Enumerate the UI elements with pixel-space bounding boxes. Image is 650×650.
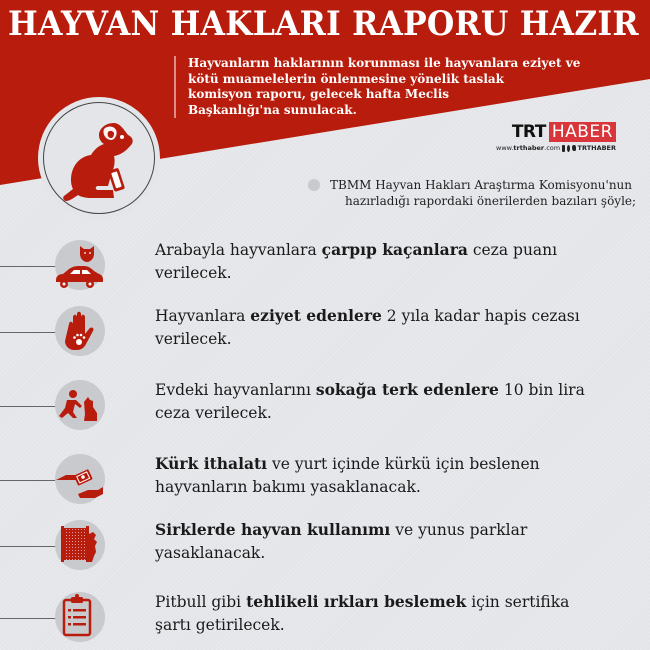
money-hands-icon	[50, 450, 110, 510]
list-item	[0, 298, 650, 358]
item-text	[155, 378, 615, 425]
logo-wordmark	[496, 122, 616, 142]
text-line-2: şartı getirilecek.	[155, 616, 285, 634]
list-item	[0, 512, 650, 572]
item-text	[155, 304, 615, 351]
list-item	[0, 232, 650, 292]
text-bold: Sirklerde hayvan kullanımı	[155, 520, 391, 539]
text-regular: ve yunus parklar	[390, 521, 528, 539]
subtitle-line: Hayvanların haklarının korunması ile hayvanlara eziyet ve	[188, 56, 581, 70]
hero-badge	[38, 97, 160, 219]
text-regular: için sertifika	[466, 593, 570, 611]
list-item	[0, 584, 650, 644]
item-text	[155, 590, 615, 637]
text-regular: Evdeki hayvanlarını	[155, 381, 316, 399]
text-line-2: ceza verilecek.	[155, 404, 272, 422]
sitting-dog-icon	[54, 115, 146, 207]
text-bold: sokağa terk edenlere	[315, 380, 499, 399]
text-bold: eziyet edenlere	[250, 306, 382, 325]
logo-social-line	[496, 144, 616, 152]
car-cat-icon	[50, 236, 110, 296]
item-text	[155, 238, 615, 285]
subtitle-line: kötü muamelelerin önlenmesine yönelik taslak	[188, 71, 504, 86]
text-regular: ceza puanı	[467, 241, 558, 259]
subtitle-line: Başkanlığı'na sunulacak.	[188, 102, 357, 117]
text-line-2: hayvanların bakımı yasaklanacak.	[155, 478, 421, 496]
bullet-dot-icon	[308, 179, 320, 191]
circus-cage-icon	[50, 516, 110, 576]
text-line-2: verilecek.	[155, 264, 232, 282]
person-dog-icon	[50, 376, 110, 436]
text-regular: Pitbull gibi	[155, 593, 247, 611]
item-text	[155, 452, 615, 499]
text-bold: çarpıp kaçanlara	[321, 240, 468, 259]
logo-trt: TRT	[511, 122, 546, 142]
logo-haber: HABER	[549, 122, 616, 142]
text-bold: tehlikeli ırkları beslemek	[246, 592, 467, 611]
instagram-icon[interactable]	[567, 145, 570, 152]
list-item	[0, 446, 650, 506]
text-line-2: yasaklanacak.	[155, 544, 266, 562]
list-item	[0, 372, 650, 432]
twitter-icon[interactable]	[572, 145, 575, 151]
intro-line-1: TBMM Hayvan Hakları Araştırma Komisyonu'nun	[330, 178, 633, 192]
text-line-2: verilecek.	[155, 330, 232, 348]
clipboard-list-icon	[50, 588, 110, 648]
text-regular: ve yurt içinde kürkü için beslenen	[267, 455, 540, 473]
subtitle-line: komisyon raporu, gelecek hafta Meclis	[188, 87, 450, 101]
text-regular: 2 yıla kadar hapis cezası	[381, 307, 580, 325]
page-title: HAYVAN HAKLARI RAPORU HAZIR	[8, 4, 639, 43]
intro-line-2: hazırladığı rapordaki önerilerden bazıları şöyle;	[345, 194, 637, 208]
facebook-icon[interactable]	[562, 145, 565, 152]
intro-note	[308, 177, 636, 209]
site-suffix: .com	[544, 144, 561, 152]
text-regular: Arabayla hayvanlara	[155, 241, 322, 259]
text-regular: 10 bin lira	[498, 381, 585, 399]
site-prefix: www.	[496, 144, 514, 152]
text-bold: Kürk ithalatı	[155, 454, 268, 473]
text-regular: Hayvanlara	[155, 307, 251, 325]
trt-haber-logo[interactable]	[496, 122, 616, 152]
header-subtitle	[174, 56, 581, 118]
hand-paw-icon	[50, 302, 110, 362]
item-text	[155, 518, 615, 565]
site-name: trthaber	[513, 144, 545, 152]
social-handle: TRTHABER	[577, 144, 616, 152]
